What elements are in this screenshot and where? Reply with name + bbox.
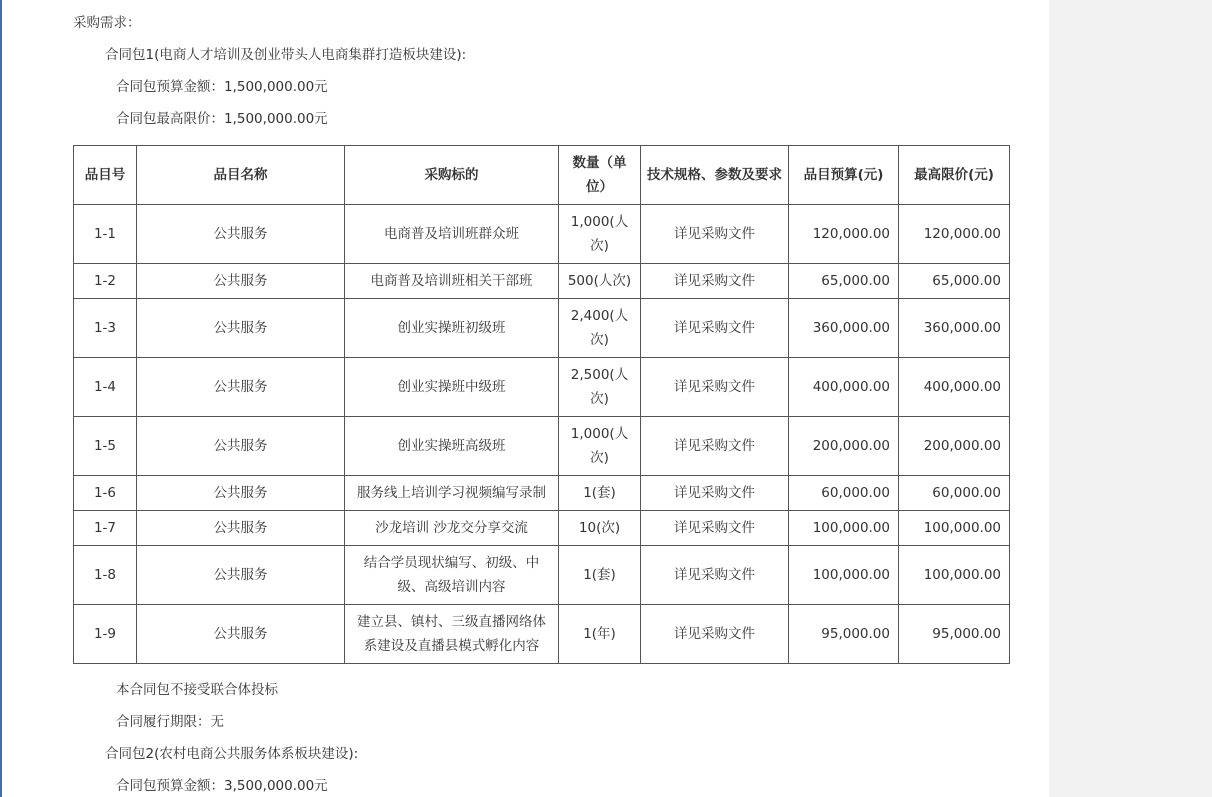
cell-max-price: 360,000.00 — [899, 299, 1010, 358]
cell-max-price: 65,000.00 — [899, 264, 1010, 299]
header-specs: 技术规格、参数及要求 — [641, 146, 789, 205]
cell-item-name: 公共服务 — [137, 358, 345, 417]
cell-max-price: 120,000.00 — [899, 205, 1010, 264]
cell-item-no: 1-5 — [74, 417, 137, 476]
cell-quantity: 1(年) — [559, 605, 641, 664]
cell-quantity: 2,400(人次) — [559, 299, 641, 358]
header-item-name: 品目名称 — [137, 146, 345, 205]
cell-item-name: 公共服务 — [137, 264, 345, 299]
cell-item-name: 公共服务 — [137, 299, 345, 358]
cell-item-budget: 100,000.00 — [789, 511, 899, 546]
cell-item-no: 1-4 — [74, 358, 137, 417]
package2-title: 合同包2(农村电商公共服务体系板块建设): — [105, 746, 359, 762]
cell-quantity: 1(套) — [559, 476, 641, 511]
package1-term: 合同履行期限：无 — [116, 714, 224, 730]
cell-max-price: 200,000.00 — [899, 417, 1010, 476]
cell-item-budget: 200,000.00 — [789, 417, 899, 476]
cell-specs: 详见采购文件 — [641, 299, 789, 358]
cell-quantity: 1(套) — [559, 546, 641, 605]
cell-specs: 详见采购文件 — [641, 358, 789, 417]
cell-item-no: 1-2 — [74, 264, 137, 299]
table-header-row — [74, 146, 1010, 205]
cell-item-name: 公共服务 — [137, 605, 345, 664]
cell-max-price: 100,000.00 — [899, 511, 1010, 546]
header-max-price: 最高限价(元) — [899, 146, 1010, 205]
cell-max-price: 60,000.00 — [899, 476, 1010, 511]
cell-quantity: 500(人次) — [559, 264, 641, 299]
cell-quantity: 1,000(人次) — [559, 417, 641, 476]
cell-subject: 创业实操班初级班 — [345, 299, 559, 358]
cell-item-no: 1-9 — [74, 605, 137, 664]
cell-subject: 沙龙培训 沙龙交分享交流 — [345, 511, 559, 546]
package1-budget: 合同包预算金额：1,500,000.00元 — [116, 79, 328, 95]
cell-specs: 详见采购文件 — [641, 264, 789, 299]
header-item-no: 品目号 — [74, 146, 137, 205]
package1-no-consortium: 本合同包不接受联合体投标 — [116, 682, 278, 698]
cell-specs: 详见采购文件 — [641, 605, 789, 664]
cell-item-budget: 400,000.00 — [789, 358, 899, 417]
cell-subject: 电商普及培训班相关干部班 — [345, 264, 559, 299]
cell-item-name: 公共服务 — [137, 417, 345, 476]
package1-max-price: 合同包最高限价：1,500,000.00元 — [116, 111, 328, 127]
cell-item-budget: 65,000.00 — [789, 264, 899, 299]
cell-item-no: 1-8 — [74, 546, 137, 605]
cell-subject: 建立县、镇村、三级直播网络体系建设及直播县模式孵化内容 — [345, 605, 559, 664]
procurement-heading: 采购需求： — [73, 15, 141, 31]
cell-max-price: 400,000.00 — [899, 358, 1010, 417]
cell-quantity: 1,000(人次) — [559, 205, 641, 264]
cell-item-name: 公共服务 — [137, 511, 345, 546]
cell-item-name: 公共服务 — [137, 476, 345, 511]
left-border — [0, 0, 2, 797]
cell-item-no: 1-7 — [74, 511, 137, 546]
cell-subject: 结合学员现状编写、初级、中级、高级培训内容 — [345, 546, 559, 605]
table-row — [74, 264, 1010, 299]
cell-specs: 详见采购文件 — [641, 417, 789, 476]
cell-item-no: 1-6 — [74, 476, 137, 511]
cell-max-price: 95,000.00 — [899, 605, 1010, 664]
cell-item-budget: 360,000.00 — [789, 299, 899, 358]
cell-item-budget: 95,000.00 — [789, 605, 899, 664]
cell-item-no: 1-1 — [74, 205, 137, 264]
right-side-panel — [1049, 0, 1212, 797]
table-row — [74, 205, 1010, 264]
cell-item-budget: 60,000.00 — [789, 476, 899, 511]
header-subject: 采购标的 — [345, 146, 559, 205]
cell-subject: 创业实操班高级班 — [345, 417, 559, 476]
cell-subject: 服务线上培训学习视频编写录制 — [345, 476, 559, 511]
table-row — [74, 476, 1010, 511]
cell-subject: 电商普及培训班群众班 — [345, 205, 559, 264]
header-quantity: 数量（单位） — [559, 146, 641, 205]
cell-item-name: 公共服务 — [137, 205, 345, 264]
package1-title: 合同包1(电商人才培训及创业带头人电商集群打造板块建设): — [105, 47, 467, 63]
cell-specs: 详见采购文件 — [641, 205, 789, 264]
cell-specs: 详见采购文件 — [641, 476, 789, 511]
table-row — [74, 299, 1010, 358]
cell-item-budget: 120,000.00 — [789, 205, 899, 264]
cell-quantity: 10(次) — [559, 511, 641, 546]
table-row — [74, 605, 1010, 664]
package1-items-table — [73, 145, 1010, 664]
cell-subject: 创业实操班中级班 — [345, 358, 559, 417]
table-row — [74, 417, 1010, 476]
cell-item-budget: 100,000.00 — [789, 546, 899, 605]
cell-item-name: 公共服务 — [137, 546, 345, 605]
cell-specs: 详见采购文件 — [641, 546, 789, 605]
header-item-budget: 品目预算(元) — [789, 146, 899, 205]
table-row — [74, 511, 1010, 546]
cell-max-price: 100,000.00 — [899, 546, 1010, 605]
cell-quantity: 2,500(人次) — [559, 358, 641, 417]
cell-item-no: 1-3 — [74, 299, 137, 358]
package2-budget: 合同包预算金额：3,500,000.00元 — [116, 778, 328, 794]
table-row — [74, 546, 1010, 605]
table-row — [74, 358, 1010, 417]
cell-specs: 详见采购文件 — [641, 511, 789, 546]
